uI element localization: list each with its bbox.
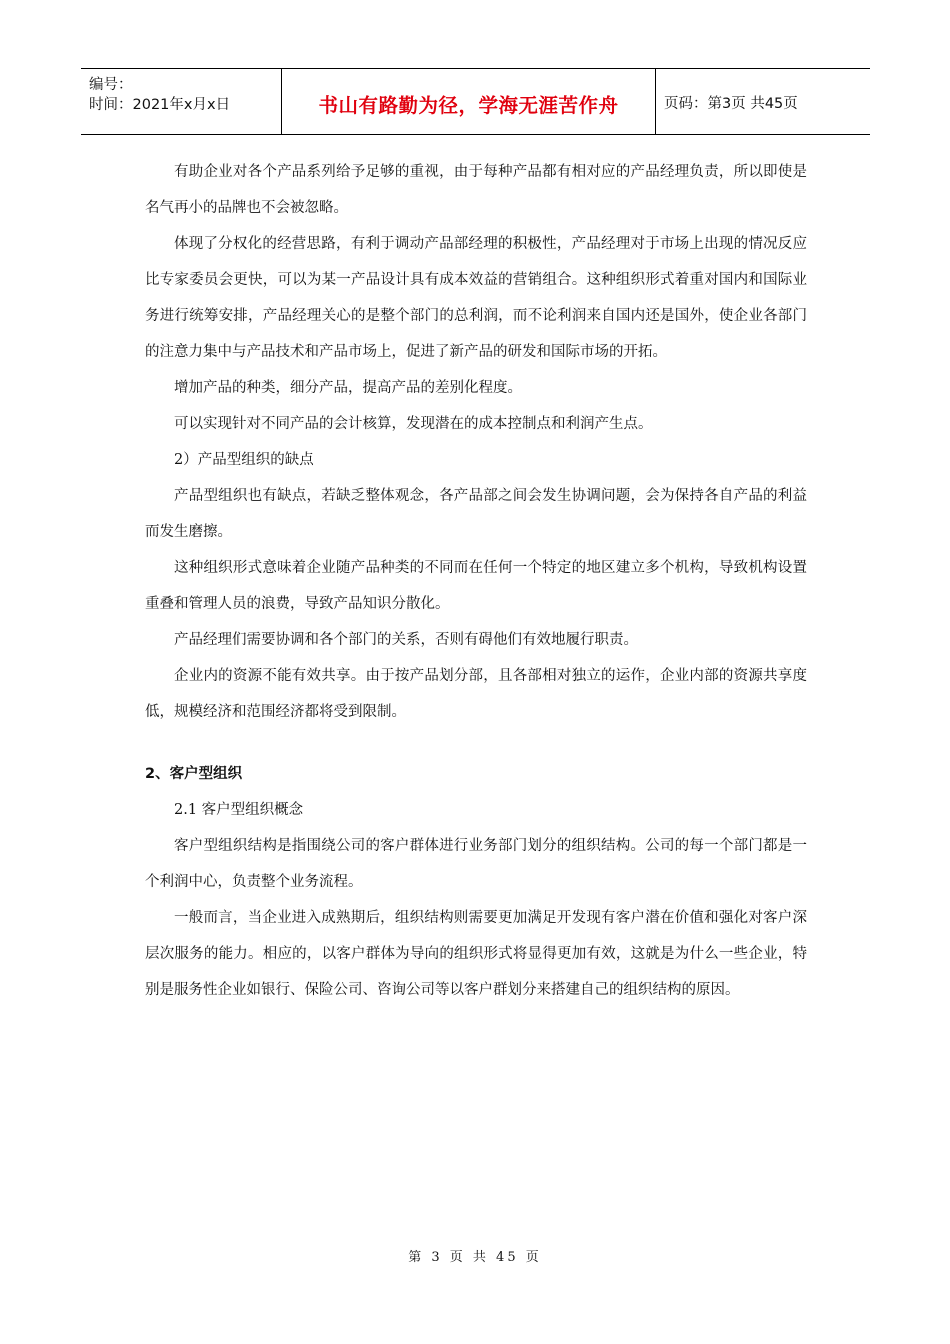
document-time-label: 时间：2021年x月x日 <box>89 97 231 113</box>
document-number-label: 编号： <box>89 77 133 93</box>
header-motto: 书山有路勤为径，学海无涯苦作舟 <box>282 69 656 134</box>
header-meta <box>81 69 282 134</box>
paragraph: 体现了分权化的经营思路，有利于调动产品部经理的积极性，产品经理对于市场上出现的情况反应比专家委员会更快，可以为某一产品设计具有成本效益的营销组合。这种组织形式着重对国内和国际业务进行统筹安排，产品经理关心的是整个部门的总利润，而不论利润来自国内还是国外，使企业各部门的注意力集中与产品技术和产品市场上，促进了新产品的研发和国际市场的开拓。 <box>145 236 807 360</box>
paragraph: 可以实现针对不同产品的会计核算，发现潜在的成本控制点和利润产生点。 <box>174 416 653 432</box>
section-spacer <box>145 730 807 756</box>
paragraph: 这种组织形式意味着企业随产品种类的不同而在任何一个特定的地区建立多个机构，导致机构设置重叠和管理人员的浪费，导致产品知识分散化。 <box>145 560 807 612</box>
document-body <box>145 154 807 1008</box>
paragraph: 增加产品的种类，细分产品，提高产品的差别化程度。 <box>174 380 522 396</box>
section-heading: 2、客户型组织 <box>145 766 243 782</box>
paragraph: 产品经理们需要协调和各个部门的关系，否则有碍他们有效地履行职责。 <box>174 632 638 648</box>
page-header <box>81 68 870 135</box>
page-footer: 第 3 页 共 45 页 <box>408 1250 542 1265</box>
subheading: 2.1 客户型组织概念 <box>174 802 304 818</box>
paragraph: 产品型组织也有缺点，若缺乏整体观念，各产品部之间会发生协调问题，会为保持各自产品的利益而发生磨擦。 <box>145 488 807 540</box>
subheading: 2）产品型组织的缺点 <box>174 452 314 468</box>
paragraph: 企业内的资源不能有效共享。由于按产品划分部，且各部相对独立的运作，企业内部的资源共享度低，规模经济和范围经济都将受到限制。 <box>145 668 807 720</box>
paragraph: 一般而言，当企业进入成熟期后，组织结构则需要更加满足开发现有客户潜在价值和强化对客户深层次服务的能力。相应的，以客户群体为导向的组织形式将显得更加有效，这就是为什么一些企业，特别是服务性企业如银行、保险公司、咨询公司等以客户群划分来搭建自己的组织结构的原因。 <box>145 910 807 998</box>
paragraph: 有助企业对各个产品系列给予足够的重视，由于每种产品都有相对应的产品经理负责，所以即使是名气再小的品牌也不会被忽略。 <box>145 164 807 216</box>
paragraph: 客户型组织结构是指围绕公司的客户群体进行业务部门划分的组织结构。公司的每一个部门都是一个利润中心，负责整个业务流程。 <box>145 838 807 890</box>
header-page-info: 页码：第3页 共45页 <box>664 96 798 112</box>
